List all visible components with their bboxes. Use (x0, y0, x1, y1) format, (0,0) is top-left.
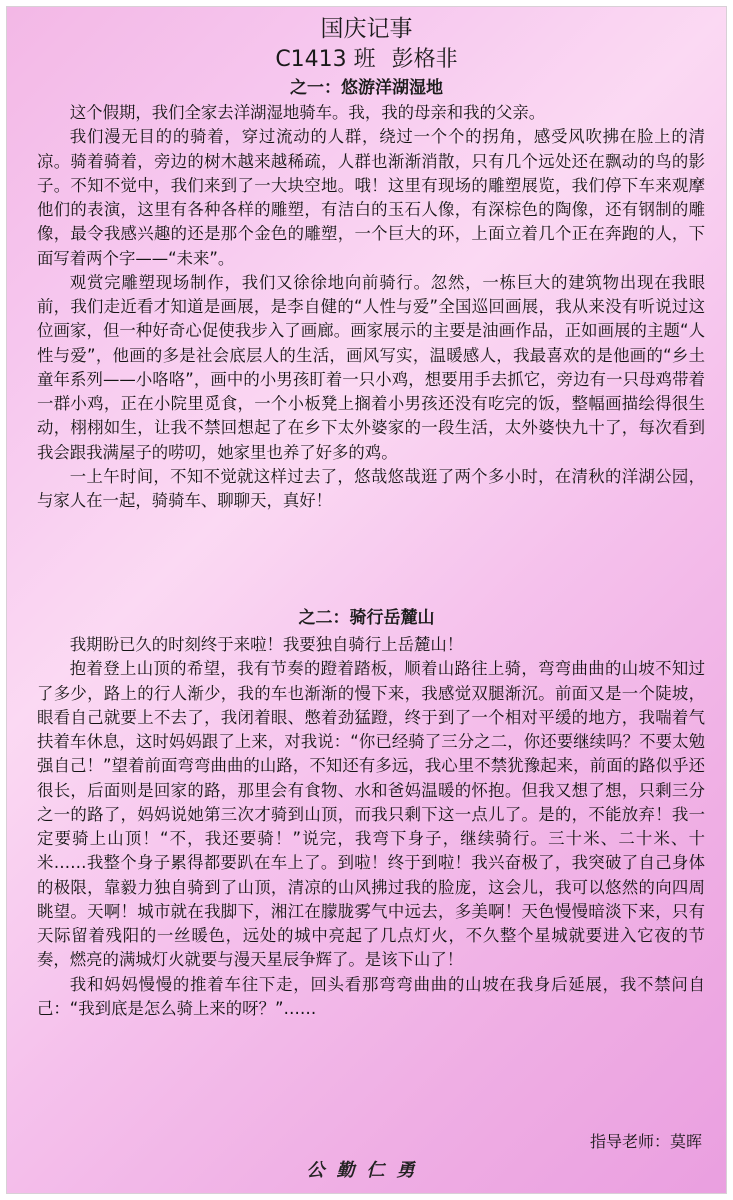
document-page (6, 6, 727, 1194)
page-title: 国庆记事 (320, 16, 413, 42)
section-2-heading: 之二：骑行岳麓山 (298, 608, 435, 628)
author-line (7, 47, 726, 73)
paragraph: 我们漫无目的的骑着，穿过流动的人群，绕过一个个的拐角，感受风吹拂在脸上的清凉。骑着骑着，旁边的树木越来越稀疏，人群也渐渐消散，只有几个远处还在飘动的鸟的影子。不知不觉中，我们来到了一大块空地。哦！这里有现场的雕塑展览，我们停下车来观摩他们的表演，这里有各种各样的雕塑，有洁白的玉石人像，有深棕色的陶像，还有钢制的雕像，最令我感兴趣的还是那个金色的雕塑，一个巨大的环，上面立着几个正在奔跑的人，下面写着两个字——“未来”。 (37, 127, 705, 268)
section-1-body (37, 101, 705, 513)
section-2-body (37, 633, 705, 1021)
paragraph: 这个假期，我们全家去洋湖湿地骑车。我，我的母亲和我的父亲。 (69, 103, 546, 122)
teacher-credit: 指导老师：莫晖 (589, 1132, 702, 1151)
paragraph: 观赏完雕塑现场制作，我们又徐徐地向前骑行。忽然，一栋巨大的建筑物出现在我眼前，我们走近看才知道是画展，是李自健的“人性与爱”全国巡回画展，我从来没有听说过这位画家，但一种好奇心促使我步入了画廊。画家展示的主要是油画作品，正如画展的主题“人性与爱”，他画的多是社会底层人的生活，画风写实，温暖感人，我最喜欢的是他画的“乡土童年系列——小咯咯”，画中的小男孩盯着一只小鸡，想要用手去抓它，旁边有一只母鸡带着一群小鸡，正在小院里觅食，一个小板凳上搁着小男孩还没有吃完的饭，整幅画描绘得很生动，栩栩如生，让我不禁回想起了在乡下太外婆家的一段生活，太外婆快九十了，每次看到我会跟我满屋子的唠叨，她家里也养了好多的鸡。 (37, 272, 705, 462)
school-motto: 公勤仁勇 (306, 1160, 427, 1181)
paragraph: 我期盼已久的时刻终于来啦！我要独自骑行上岳麓山！ (69, 635, 464, 654)
paragraph: 一上午时间，不知不觉就这样过去了，悠哉悠哉逛了两个多小时，在清秋的洋湖公园，与家人在一起，骑骑车、聊聊天，真好！ (37, 466, 705, 510)
section-1-heading: 之一：悠游洋湖湿地 (290, 78, 443, 98)
paragraph: 抱着登上山顶的希望，我有节奏的蹬着踏板，顺着山路往上骑，弯弯曲曲的山坡不知过了多少，路上的行人渐少，我的车也渐渐的慢下来，我感觉双腿渐沉。前面又是一个陡坡，眼看自己就要上不去了，我闭着眼、憋着劲猛蹬，终于到了一个相对平缓的地方，我喘着气扶着车休息，这时妈妈跟了上来，对我说：“你已经骑了三分之二，你还要继续吗？不要太勉强自己！”望着前面弯弯曲曲的山路，不知还有多远，我心里不禁犹豫起来，前面的路似乎还很长，后面则是回家的路，那里会有食物、水和爸妈温暖的怀抱。但我又想了想，只剩三分之一的路了，妈妈说她第三次才骑到山顶，而我只剩下这一点儿了。是的，不能放弃！我一定要骑上山顶！“不，我还要骑！”说完，我弯下身子，继续骑行。三十米、二十米、十米……我整个身子累得都要趴在车上了。到啦！终于到啦！我兴奋极了，我突破了自己身体的极限，靠毅力独自骑到了山顶，清凉的山风拂过我的脸庞，这会儿，我可以悠然的向四周眺望。天啊！城市就在我脚下，湘江在朦胧雾气中远去，多美啊！天色慢慢暗淡下来，只有天际留着残阳的一丝暖色，远处的城中亮起了几点灯火，不久整个星城就要进入它夜的节奏，燃亮的满城灯火就要与漫天星辰争辉了。是该下山了！ (37, 659, 705, 970)
paragraph: 我和妈妈慢慢的推着车往下走，回头看那弯弯曲曲的山坡在我身后延展，我不禁问自己：“我到底是怎么骑上来的呀？”…… (37, 974, 705, 1018)
class-label: C1413 班 (275, 47, 376, 72)
author-name: 彭格非 (391, 47, 458, 72)
